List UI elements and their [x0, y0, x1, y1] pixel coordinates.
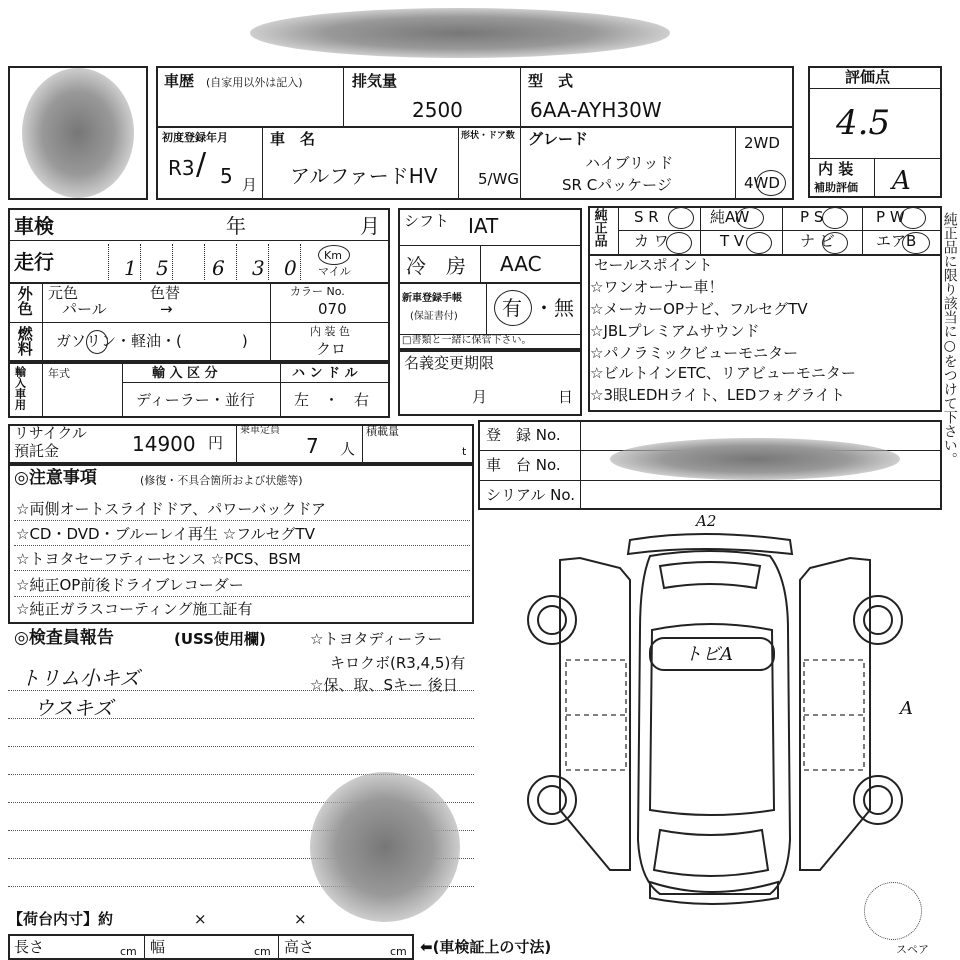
- car-name: アルファードHV: [290, 164, 438, 188]
- mileage-digit-2: 5: [156, 256, 169, 280]
- redacted-header: [250, 8, 670, 58]
- cargo-times-1: ×: [194, 910, 207, 928]
- manual-label: 新車登録手帳: [402, 293, 462, 304]
- history-note: (自家用以外は記入): [206, 76, 303, 89]
- sales-points-label: セールスポイント: [594, 256, 713, 274]
- note-item-5: ☆純正ガラスコーティング施工証有: [16, 600, 253, 618]
- drive-2wd: 2WD: [744, 134, 780, 152]
- grade-line1: ハイブリッド: [585, 154, 674, 172]
- spare-label: スペア: [896, 943, 929, 956]
- interior-color-label: 内 装 色: [310, 325, 350, 338]
- shaken-month-unit: 月: [360, 214, 380, 238]
- cargo-length-cm: cm: [120, 945, 137, 958]
- mileage-digit-5: 0: [284, 256, 297, 280]
- history-label: 車歴: [164, 72, 195, 90]
- displacement-label: 排気量: [352, 72, 398, 90]
- shaken-year-unit: 年: [226, 214, 246, 238]
- model-type-label: 型 式: [528, 72, 574, 90]
- interior-label: 内 装: [818, 160, 854, 178]
- note-item-3: ☆トヨタセーフティーセンス ☆PCS、BSM: [16, 550, 301, 568]
- redacted-chassis-number: [610, 438, 900, 480]
- ac-value: AAC: [500, 252, 542, 276]
- manual-note: □書類と一緒に保管下さい。: [402, 335, 532, 346]
- recycle-label2: 預託金: [14, 442, 60, 460]
- shape-label: 形状・ドア数: [461, 131, 515, 141]
- grade-label: グレード: [528, 130, 589, 148]
- owner-change-day: 日: [558, 388, 574, 406]
- equip-pw: P W: [876, 208, 905, 226]
- notes-title: ◎注意事項: [14, 468, 97, 488]
- mileage-digit-1: 1: [124, 256, 137, 280]
- inspector-hand-note-1: トリム小キズ: [20, 666, 140, 690]
- color-code: 070: [318, 300, 347, 318]
- color-code-label: カラー No.: [290, 285, 345, 298]
- cargo-note: ⬅(車検証上の寸法): [420, 938, 552, 956]
- inspector-title: ◎検査員報告: [14, 628, 114, 648]
- side-note: 純正品に限り該当に○をつけて下さい。: [941, 212, 958, 466]
- reg-month-unit: 月: [242, 176, 258, 194]
- model-type-value: 6AA-AYH30W: [530, 98, 662, 122]
- handle-value: 左 ・ 右: [294, 391, 370, 409]
- redacted-stamp: [310, 772, 460, 922]
- notes-subtitle: (修復・不具合箇所および状態等): [140, 474, 303, 487]
- note-item-2: ☆CD・DVD・ブルーレイ再生 ☆フルセグTV: [16, 525, 315, 543]
- reg-era-year: R3: [168, 156, 195, 180]
- recycle-label1: リサイクル: [14, 424, 87, 442]
- import-label: 輸入車用: [13, 366, 27, 410]
- mileage-digit-3: 6: [212, 256, 225, 280]
- changed-color: →: [160, 300, 173, 318]
- mile-unit: マイル: [318, 265, 351, 278]
- owner-change-label: 名義変更期限: [404, 354, 495, 372]
- cargo-width-cm: cm: [254, 945, 271, 958]
- redacted-photo: [22, 68, 134, 198]
- note-item-4: ☆純正OP前後ドライブレコーダー: [16, 576, 244, 594]
- first-reg-label: 初度登録年月: [162, 131, 228, 144]
- inspector-dealer: ☆トヨタディーラー: [310, 630, 443, 648]
- inspector-line2: キロクボ(R3,4,5)有: [330, 654, 466, 672]
- equip-airbag: エアB: [876, 232, 917, 250]
- mileage-digit-4: 3: [252, 256, 265, 280]
- cargo-length-label: 長さ: [14, 938, 45, 956]
- load-label: 積載量: [366, 425, 399, 438]
- equip-ps: P S: [800, 208, 824, 226]
- reg-month: 5: [220, 164, 233, 188]
- fuel-options: ガソリン・軽油・( ): [56, 332, 248, 350]
- spare-tire-circle: [864, 882, 922, 940]
- manual-yes-circle: [494, 290, 532, 326]
- fuel-selected-circle: [86, 330, 108, 354]
- chassis-no-label: 車 台 No.: [486, 456, 561, 474]
- equip-tv: T V: [720, 232, 745, 250]
- km-unit: Km: [324, 249, 342, 262]
- interior-color: クロ: [316, 340, 347, 358]
- handle-label: ハ ン ド ル: [292, 366, 358, 381]
- ac-label: 冷 房: [406, 254, 466, 278]
- equipment-label: 純正品: [591, 208, 607, 247]
- original-color: パール: [62, 300, 107, 318]
- color-label: 外色: [15, 286, 34, 316]
- score-label: 評価点: [845, 68, 891, 86]
- cargo-times-2: ×: [294, 910, 307, 928]
- cargo-dimension-row: [8, 934, 414, 960]
- equip-navi: ナ ビ: [800, 232, 835, 250]
- damage-mark-roof: トビA: [684, 644, 733, 665]
- inspector-subtitle: (USS使用欄): [174, 630, 266, 648]
- sales-point-5: ☆ビルトインETC、リアビューモニター: [590, 364, 856, 382]
- score-value: 4.5: [836, 103, 891, 143]
- recycle-amount: 14900: [132, 432, 196, 456]
- import-type-label: 輸 入 区 分: [152, 366, 218, 381]
- load-unit: t: [462, 445, 467, 458]
- shape-value: 5/WG: [478, 170, 520, 188]
- car-damage-diagram: [520, 510, 940, 910]
- interior-grade: A: [892, 166, 911, 196]
- shift-value: IAT: [468, 214, 499, 238]
- import-type: ディーラー・並行: [136, 391, 255, 409]
- original-color-label: 元色: [48, 284, 79, 302]
- equip-sr: S R: [634, 208, 659, 226]
- car-name-label: 車 名: [270, 130, 316, 148]
- interior-sub: 補助評価: [814, 181, 858, 194]
- recycle-unit: 円: [208, 434, 224, 452]
- sales-point-2: ☆メーカーOPナビ、フルセグTV: [590, 300, 808, 318]
- sales-point-4: ☆パノラミックビューモニター: [590, 344, 799, 362]
- mileage-label: 走行: [14, 250, 54, 274]
- sales-point-6: ☆3眼LEDHライト、LEDフォグライト: [590, 386, 846, 404]
- capacity-value: 7: [306, 434, 319, 458]
- cargo-height-label: 高さ: [284, 938, 315, 956]
- reg-no-label: 登 録 No.: [486, 426, 561, 444]
- inspector-line3: ☆保、取、Sキー 後日: [310, 676, 458, 694]
- cargo-width-label: 幅: [150, 938, 166, 956]
- manual-no: ・無: [534, 296, 574, 320]
- manual-yes: 有: [502, 296, 522, 320]
- owner-change-month: 月: [472, 388, 488, 406]
- shift-label: シフト: [404, 212, 450, 230]
- inspector-hand-note-2: ウスキズ: [34, 696, 113, 720]
- displacement-value: 2500: [412, 98, 463, 122]
- cargo-label: 【荷台内寸】約: [8, 910, 114, 928]
- changed-color-label: 色替: [150, 284, 181, 302]
- grade-line2: SR Cパッケージ: [562, 176, 672, 194]
- drive-4wd: 4WD: [744, 174, 780, 192]
- km-circle: [318, 245, 350, 265]
- damage-mark-side: A: [900, 698, 913, 719]
- sales-point-3: ☆JBLプレミアムサウンド: [590, 322, 760, 340]
- sales-point-1: ☆ワンオーナー車！: [590, 278, 724, 296]
- fuel-label: 燃料: [15, 326, 34, 356]
- serial-no-label: シリアル No.: [486, 486, 576, 504]
- capacity-label: 乗車定員: [240, 425, 280, 436]
- equip-aw: 純AW: [710, 208, 750, 226]
- damage-mark-rear: A2: [696, 512, 717, 530]
- import-year-label: 年式: [48, 367, 70, 380]
- note-item-1: ☆両側オートスライドドア、パワーバックドア: [16, 500, 326, 518]
- equip-kawa: カ ワ: [634, 232, 669, 250]
- shaken-label: 車検: [14, 214, 54, 238]
- manual-sub: (保証書付): [410, 311, 458, 322]
- drive-selected-circle: [756, 170, 786, 196]
- cargo-height-cm: cm: [390, 945, 407, 958]
- capacity-unit: 人: [340, 440, 356, 458]
